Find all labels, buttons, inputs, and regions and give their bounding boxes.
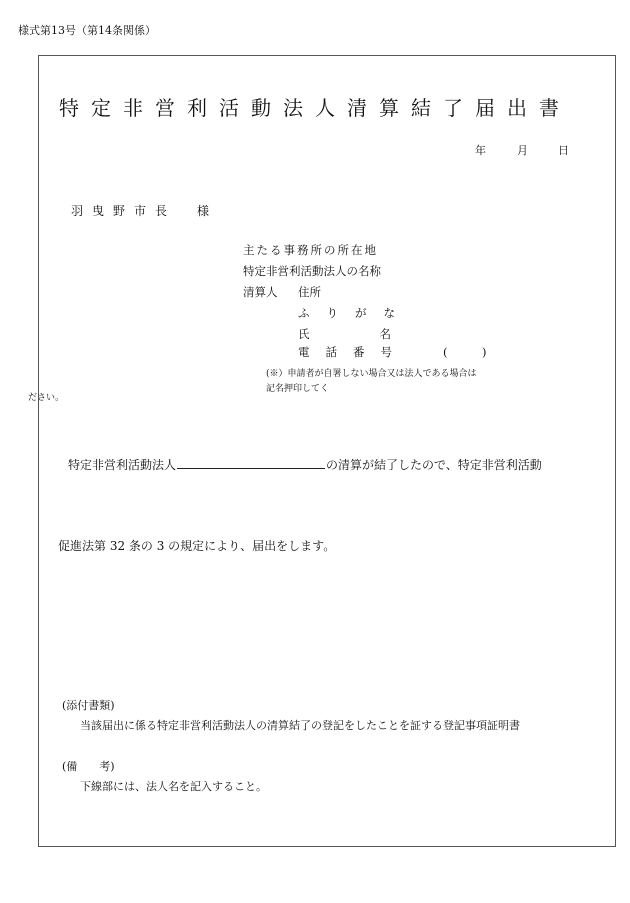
remarks-text: 下線部には、法人名を記入すること。: [80, 780, 267, 793]
phone-parentheses: ( ): [443, 345, 487, 359]
attachments-text: 当該届出に係る特定非営利活動法人の清算結了の登記をしたことを証する登記事項証明書: [80, 719, 520, 732]
signature-note-cont: 記名押印してく: [266, 384, 330, 394]
addressee: 羽曳野市長 様: [71, 204, 219, 218]
date-year-label: 年: [475, 144, 486, 157]
body-text-part2: の清算が結了したので、特定非営利活動: [326, 458, 542, 472]
attachments-heading: (添付書類): [62, 699, 115, 712]
phone-label: 電話番号: [298, 345, 408, 359]
form-number-label: 様式第13号（第14条関係）: [18, 24, 156, 37]
date-month-label: 月: [517, 144, 528, 157]
remarks-heading: (備 考): [62, 760, 115, 773]
corp-name-label: 特定非営利活動法人の名称: [243, 264, 381, 278]
signature-note-end: ださい。: [28, 393, 65, 403]
date-day-label: 日: [558, 144, 569, 157]
signature-note: (※）申請者が自署しない場合又は法人である場合は: [266, 369, 477, 379]
body-text-line2: 促進法第 32 条の 3 の規定により、届出をします。: [58, 539, 336, 553]
furigana-label: ふりがな: [298, 306, 412, 320]
liquidator-name-label: 氏名: [298, 327, 461, 341]
document-title: 特定非営利活動法人清算結了届出書: [59, 96, 571, 120]
body-text-part1: 特定非営利活動法人: [68, 458, 177, 472]
liquidator-label: 清算人: [243, 285, 278, 299]
corporation-name-blank[interactable]: [177, 455, 325, 469]
body-text-line1: [68, 455, 542, 473]
office-address-label: 主たる事務所の所在地: [243, 243, 378, 257]
liquidator-address-label: 住所: [298, 285, 321, 299]
